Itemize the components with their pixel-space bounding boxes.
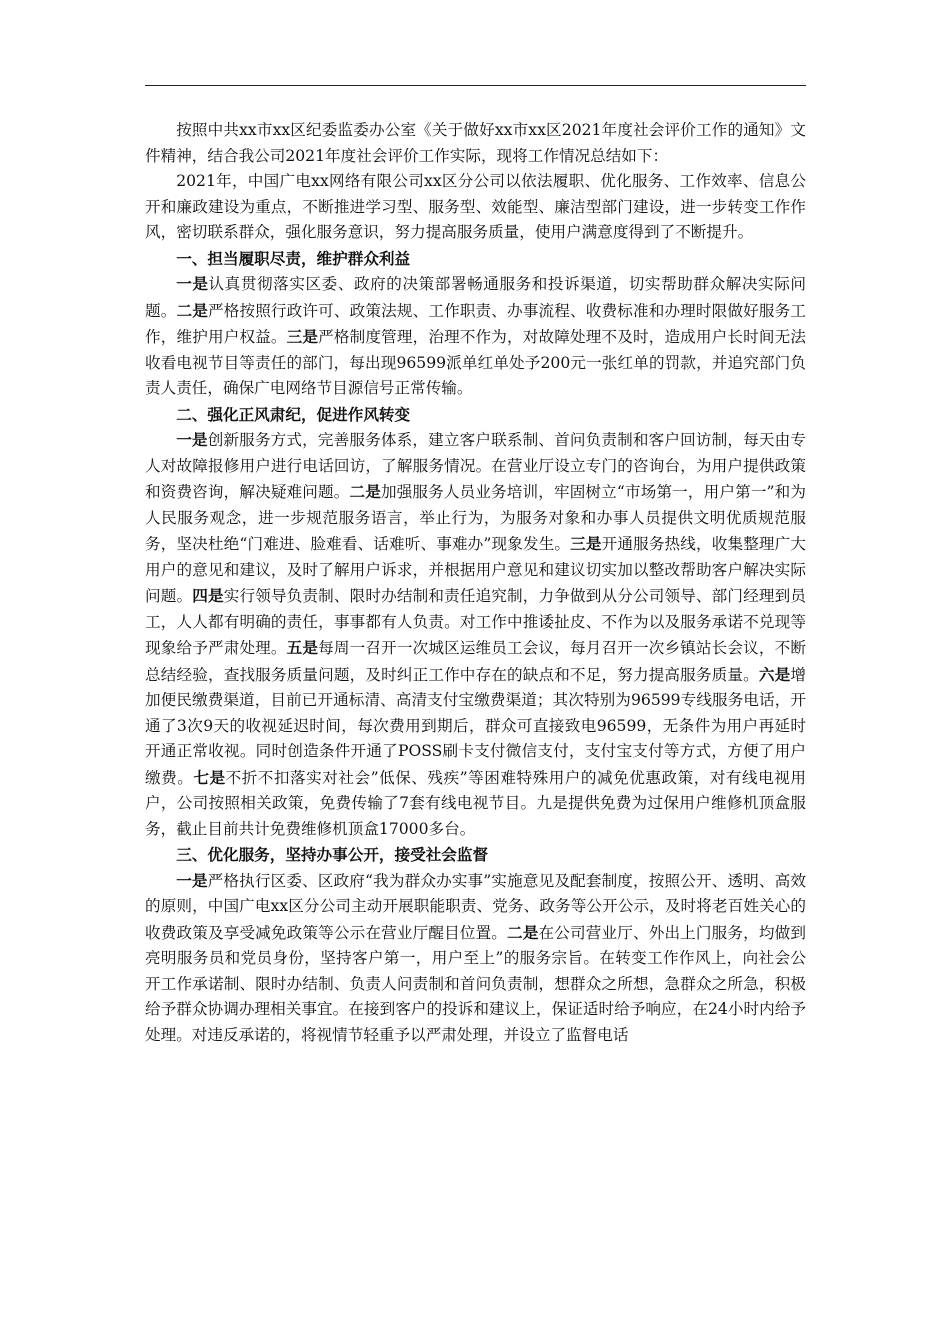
paragraph-text: 认真贯彻落实区委、政府的决策部署畅通服务和投诉渠道，切实帮助群众解决实际问题。 [145,275,806,320]
paragraph-text: 不折不扣落实对社会”低保、残疾”等困难特殊用户的减免优惠政策，对有线电视用户，公司按照相关政策，免费传输了7套有线电视节目。九是提供免费为过保用户维修机顶盒服务，截止目前共计免费维修机顶盒17000多台。 [145,768,806,838]
document-body [145,118,806,1048]
section-heading: 三、优化服务，坚持办事公开，接受社会监督 [176,845,489,864]
keyword: 七是 [193,767,226,787]
keyword: 四是 [192,586,224,605]
keyword: 二是 [176,300,208,320]
keyword: 三是 [570,534,602,553]
paragraph-text: 加强服务人员业务培训，牢固树立“市场第一，用户第一”和为人民服务观念，进一步规范服务语言，举止行为，为服务对象和办事人员提供文明优质规范服务，坚决杜绝“门难进、脸难看、话难听、事难办”现象发生。 [145,483,806,553]
keyword: 二是 [349,482,381,501]
section-heading: 一、担当履职尽责，维护群众利益 [176,248,411,268]
keyword: 六是 [758,664,791,684]
section-heading: 二、强化正风肃纪，促进作风转变 [176,404,411,424]
intro-paragraph: 2021年，中国广电xx网络有限公司xx区分公司以依法履职、优化服务、工作效率、信息公开和廉政建设为重点，不断推进学习型、服务型、效能型、廉洁型部门建设，进一步转变工作作风，密切联系群众，强化服务意识，努力提高服务质量，使用户满意度得到了不断提升。 [145,172,806,241]
paragraph-text: 开通服务热线，收集整理广大用户的意见和建议，及时了解用户诉求，并根据用户意见和建议切实加以整改帮助客户解决实际问题。 [145,535,806,605]
paragraph-text: 严格执行区委、区政府“我为群众办实事”实施意见及配套制度，按照公开、透明、高效的原则，中国广电xx区分公司主动开展职能职责、党务、政务等公开公示，及时将老百姓关心的收费政策及享受减免政策等公示在营业厅醒目位置。 [145,871,806,942]
paragraph-text: 严格制度管理，治理不作为，对故障处理不及时，造成用户长时间无法收看电视节目等责任的部门，每出现96599派单红单处予200元一张红单的罚款，并追究部门负责人责任，确保广电网络节目源信号正常传输。 [145,328,806,397]
section-paragraph [145,427,806,842]
header-rule [145,85,806,86]
paragraph-text: 严格按照行政许可、政策法规、工作职责、办事流程、收费标准和办理时限做好服务工作，维护用户权益。 [145,301,806,346]
paragraph-text: 增加便民缴费渠道，目前已开通标清、高清支付宝缴费渠道；其次特别为96599专线服务电话，开通了3次9天的收视延迟时间，每次费用到期后，群众可直接致电96599，无条件为用户再延时开通正常收视。同时创造条件开通了POSS刷卡支付微信支付，支付宝支付等方式，方便了用户缴费。 [145,665,806,787]
keyword: 二是 [507,922,539,942]
section-paragraph [145,271,806,402]
keyword: 三是 [286,327,319,346]
intro-paragraph: 按照中共xx市xx区纪委监委办公室《关于做好xx市xx区2021年度社会评价工作的通知》文件精神，结合我公司2021年度社会评价工作实际，现将工作情况总结如下： [145,121,806,165]
paragraph-text: 实行领导负责制、限时办结制和责任追究制，力争做到从分公司领导、部门经理到员工，人人都有明确的责任，事事都有人负责。对工作中推诿扯皮、不作为以及服务承诺不兑现等现象给予严肃处理。 [145,587,806,657]
paragraph-text: 每周一召开一次城区运维员工会议，每月召开一次乡镇站长会议，不断总结经验，查找服务质量问题，及时纠正工作中存在的缺点和不足，努力提高服务质量。 [145,639,806,684]
paragraph-text: 在公司营业厅、外出上门服务，均做到亮明服务员和党员身份，坚持客户第一，用户至上”的服务宗旨。在转变工作作风上，向社会公开工作承诺制、限时办结制、负责人问责制和首问负责制，想群众之所想，急群众之所急，积极给予群众协调办理相关事宜。在接到客户的投诉和建议上，保证适时给予响应，在24小时内给予处理。对违反承诺的，将视情节轻重予以严肃处理，并设立了监督电话 [145,923,806,1044]
keyword: 五是 [286,638,319,657]
keyword: 一是 [176,274,209,293]
section-paragraph [145,868,806,1049]
keyword: 一是 [176,870,208,890]
paragraph-text: 创新服务方式，完善服务体系，建立客户联系制、首问负责制和客户回访制，每天由专人对故障报修用户进行电话回访，了解服务情况。在营业厅设立专门的咨询台，为用户提供政策和资费咨询，解决疑难问题。 [145,431,806,501]
keyword: 一是 [176,430,208,449]
